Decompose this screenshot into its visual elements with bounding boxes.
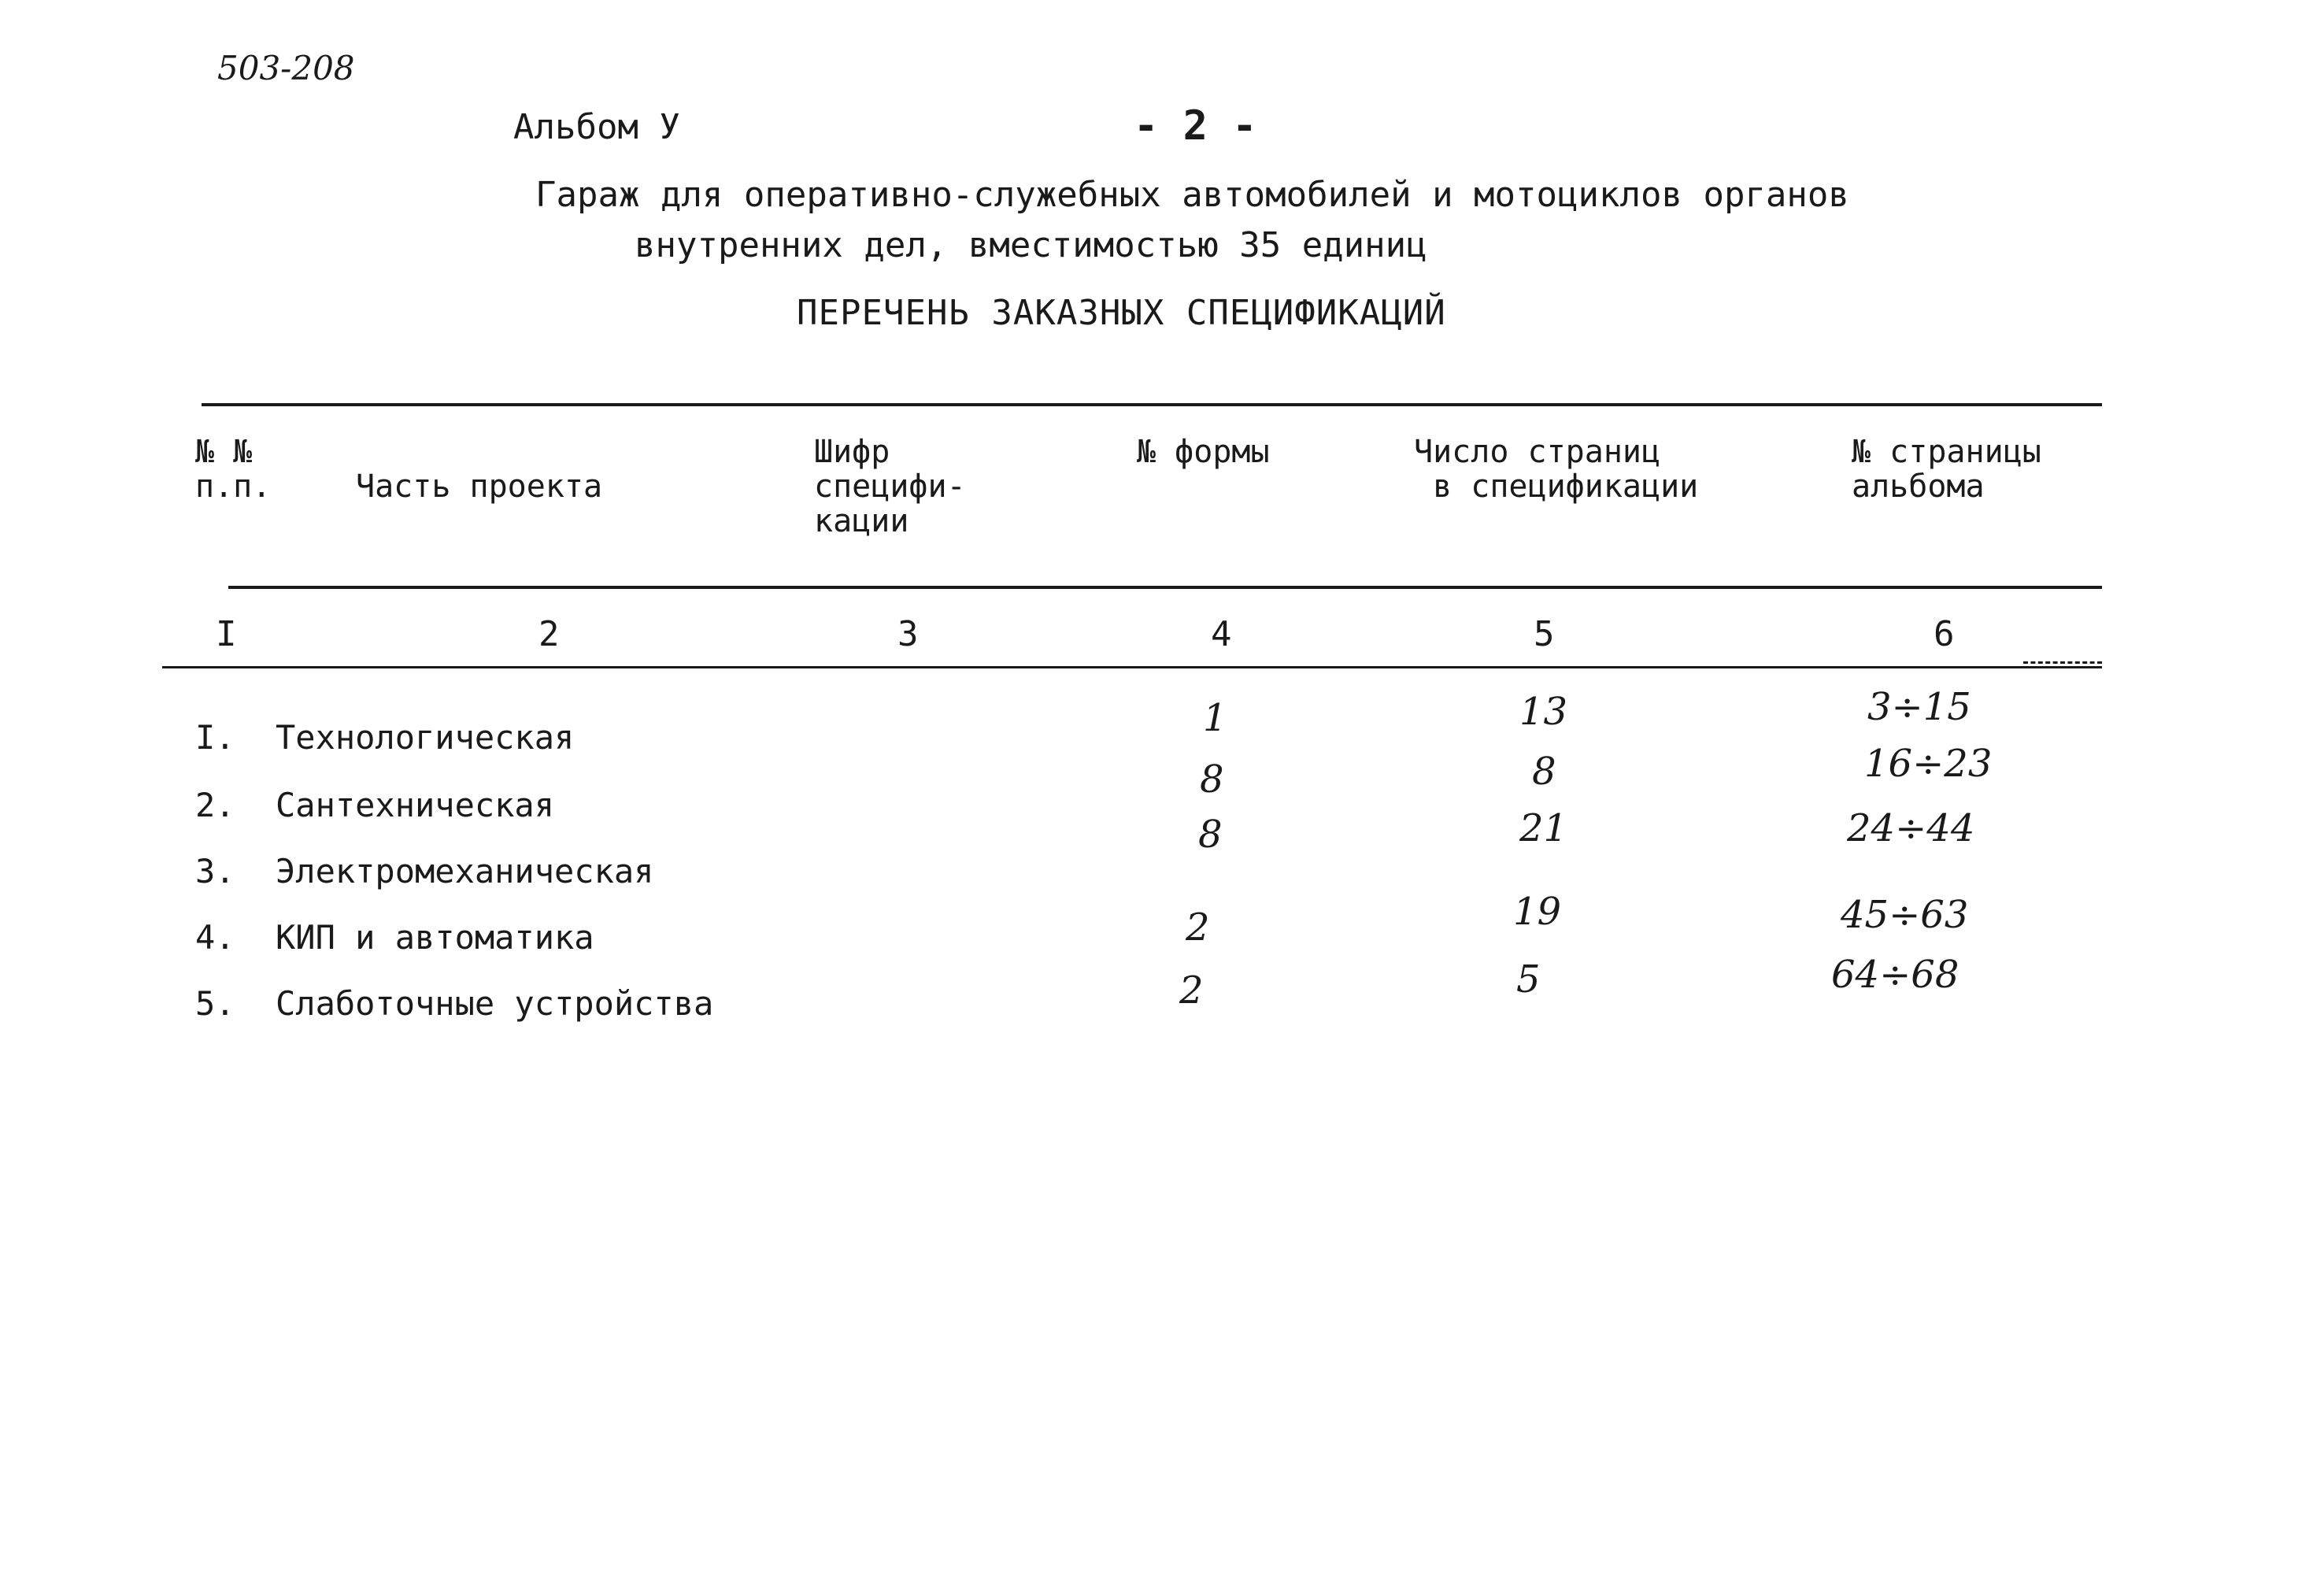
row-number: 2.: [195, 786, 235, 824]
column-number: 2: [538, 614, 560, 654]
album-pages: 3÷15: [1867, 685, 1971, 729]
document-title-line-2: внутренних дел, вместимостью 35 единиц: [635, 225, 1427, 265]
album-pages: 24÷44: [1847, 806, 1975, 850]
row-number: I.: [195, 718, 235, 757]
document-code: 503-208: [217, 49, 355, 87]
column-number: 4: [1211, 614, 1232, 654]
album-pages: 45÷63: [1841, 893, 1969, 937]
project-part: Сантехническая: [276, 786, 555, 824]
row-number: 3.: [195, 852, 235, 890]
album-pages: 64÷68: [1831, 953, 1959, 997]
form-number: 2: [1186, 905, 1210, 950]
project-part: КИП и автоматика: [276, 918, 594, 957]
form-number: 1: [1203, 696, 1227, 740]
specification-list-heading: ПЕРЕЧЕНЬ ЗАКАЗНЫХ СПЕЦИФИКАЦИЙ: [797, 293, 1446, 333]
column-number: 6: [1934, 614, 1955, 654]
header-spec-code: Шифр специфи- кации: [814, 434, 966, 539]
page-count: 8: [1532, 750, 1556, 794]
project-part: Электромеханическая: [276, 852, 654, 890]
table-column-numbers-rule: [162, 666, 2102, 668]
album-label: Альбом У: [513, 107, 680, 147]
table-top-rule: [202, 403, 2102, 406]
table-dashed-rule: [2023, 661, 2102, 664]
row-number: 4.: [195, 918, 235, 957]
table-header-rule: [228, 586, 2102, 589]
document-title-line-1: Гараж для оперативно-служебных автомобилей и мотоциклов органов: [535, 175, 1849, 215]
project-part: Слаботочные устройства: [276, 984, 714, 1023]
row-number: 5.: [195, 984, 235, 1023]
project-part: Технологическая: [276, 718, 575, 757]
page-count: 13: [1519, 690, 1568, 734]
column-number: 5: [1534, 614, 1555, 654]
page-count: 19: [1513, 890, 1562, 934]
header-page-count: Число страниц в спецификации: [1414, 434, 1699, 505]
form-number: 8: [1198, 813, 1223, 857]
header-album-pages: № страницы альбома: [1852, 434, 2041, 505]
page-count: 21: [1519, 806, 1568, 850]
column-number: I: [216, 614, 237, 654]
header-row-number: № № п.п.: [195, 434, 272, 505]
album-pages: 16÷23: [1864, 742, 1993, 786]
page-number: - 2 -: [1134, 102, 1257, 150]
column-number: 3: [897, 614, 919, 654]
form-number: 8: [1200, 757, 1224, 802]
header-project-part: Часть проекта: [356, 468, 603, 505]
page-count: 5: [1516, 957, 1541, 1002]
header-form-number: № формы: [1137, 434, 1270, 470]
form-number: 2: [1179, 968, 1204, 1013]
